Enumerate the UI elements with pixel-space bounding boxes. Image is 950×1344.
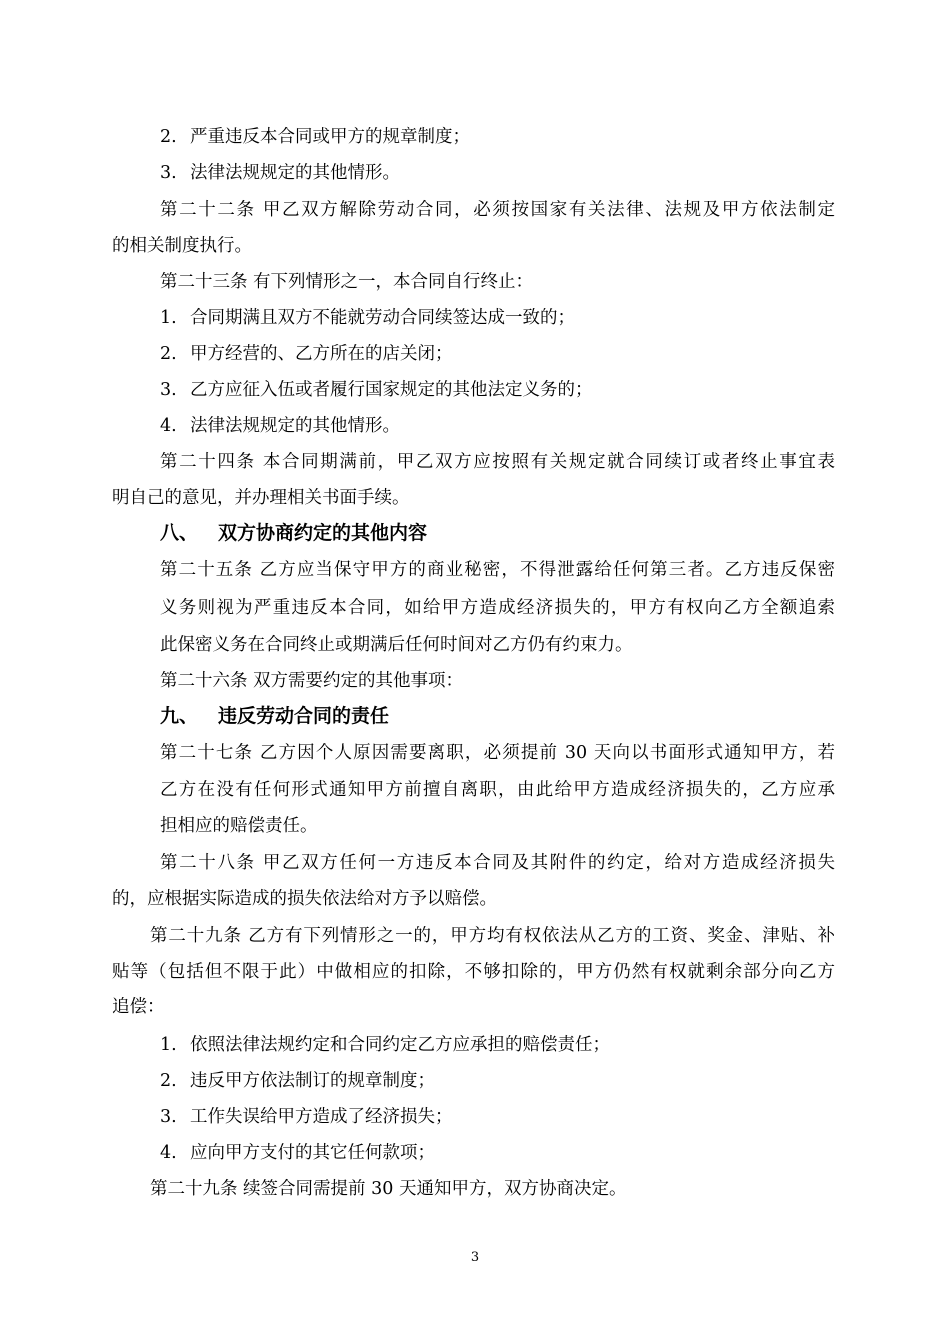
list-text: 法律法规规定的其他情形。 (190, 416, 400, 436)
article-28-line-2: 的，应根据实际造成的损失依法给对方予以赔偿。 (112, 889, 497, 909)
list-item (160, 379, 593, 401)
list-item (160, 415, 400, 437)
article-27-line-2: 乙方在没有任何形式通知甲方前擅自离职，由此给甲方造成经济损失的，乙方应承 (160, 780, 835, 800)
list-number: 3. (160, 1107, 177, 1127)
section-title: 违反劳动合同的责任 (218, 705, 390, 727)
list-number: 1. (160, 308, 177, 328)
section-title: 双方协商约定的其他内容 (218, 522, 428, 544)
article-27-line-1: 第二十七条 乙方因个人原因需要离职，必须提前 30 天向以书面形式通知甲方，若 (160, 743, 835, 763)
list-text: 法律法规规定的其他情形。 (190, 163, 400, 183)
article-24-line-2: 明自己的意见，并办理相关书面手续。 (112, 488, 410, 508)
list-item (160, 162, 400, 184)
list-text: 严重违反本合同或甲方的规章制度； (190, 127, 470, 147)
article-27-line-3: 担相应的赔偿责任。 (160, 816, 318, 836)
article-26: 第二十六条 双方需要约定的其他事项： (160, 671, 464, 691)
list-text: 违反甲方依法制订的规章制度； (190, 1071, 435, 1091)
list-number: 4. (160, 416, 177, 436)
list-number: 3. (160, 163, 177, 183)
section-heading-8 (160, 521, 427, 545)
list-number: 4. (160, 1143, 177, 1163)
list-number: 2. (160, 1071, 177, 1091)
list-number: 2. (160, 127, 177, 147)
article-29-renewal: 第二十九条 续签合同需提前 30 天通知甲方，双方协商决定。 (150, 1179, 627, 1199)
article-28-line-1: 第二十八条 甲乙双方任何一方违反本合同及其附件的约定，给对方造成经济损失 (160, 853, 835, 873)
list-text: 合同期满且双方不能就劳动合同续签达成一致的； (190, 308, 575, 328)
section-heading-9 (160, 704, 389, 728)
list-item (160, 1034, 610, 1056)
section-number: 九、 (160, 705, 199, 727)
list-number: 1. (160, 1035, 177, 1055)
article-25-line-3: 此保密义务在合同终止或期满后任何时间对乙方仍有约束力。 (160, 635, 633, 655)
list-item (160, 343, 453, 365)
list-number: 2. (160, 344, 177, 364)
article-23: 第二十三条 有下列情形之一，本合同自行终止： (160, 272, 534, 292)
article-25-line-2: 义务则视为严重违反本合同，如给甲方造成经济损失的，甲方有权向乙方全额追索 (160, 598, 835, 618)
list-text: 应向甲方支付的其它任何款项； (190, 1143, 435, 1163)
article-29-line-2: 贴等（包括但不限于此）中做相应的扣除，不够扣除的，甲方仍然有权就剩余部分向乙方 (112, 962, 835, 982)
list-item (160, 1070, 435, 1092)
article-22-line-1: 第二十二条 甲乙双方解除劳动合同，必须按国家有关法律、法规及甲方依法制定 (160, 200, 835, 220)
article-22-line-2: 的相关制度执行。 (112, 236, 252, 256)
list-item (160, 1106, 453, 1128)
page-number: 3 (470, 1250, 480, 1265)
list-item (160, 1142, 435, 1164)
list-text: 乙方应征入伍或者履行国家规定的其他法定义务的； (190, 380, 593, 400)
list-number: 3. (160, 380, 177, 400)
article-29-line-3: 追偿： (112, 997, 165, 1017)
article-25-line-1: 第二十五条 乙方应当保守甲方的商业秘密，不得泄露给任何第三者。乙方违反保密 (160, 560, 835, 580)
list-item (160, 126, 470, 148)
list-text: 甲方经营的、乙方所在的店关闭； (190, 344, 453, 364)
section-number: 八、 (160, 522, 199, 544)
article-29-line-1: 第二十九条 乙方有下列情形之一的，甲方均有权依法从乙方的工资、奖金、津贴、补 (150, 926, 835, 946)
article-24-line-1: 第二十四条 本合同期满前，甲乙双方应按照有关规定就合同续订或者终止事宜表 (160, 452, 835, 472)
list-item (160, 307, 575, 329)
list-text: 工作失误给甲方造成了经济损失； (190, 1107, 453, 1127)
list-text: 依照法律法规约定和合同约定乙方应承担的赔偿责任； (190, 1035, 610, 1055)
